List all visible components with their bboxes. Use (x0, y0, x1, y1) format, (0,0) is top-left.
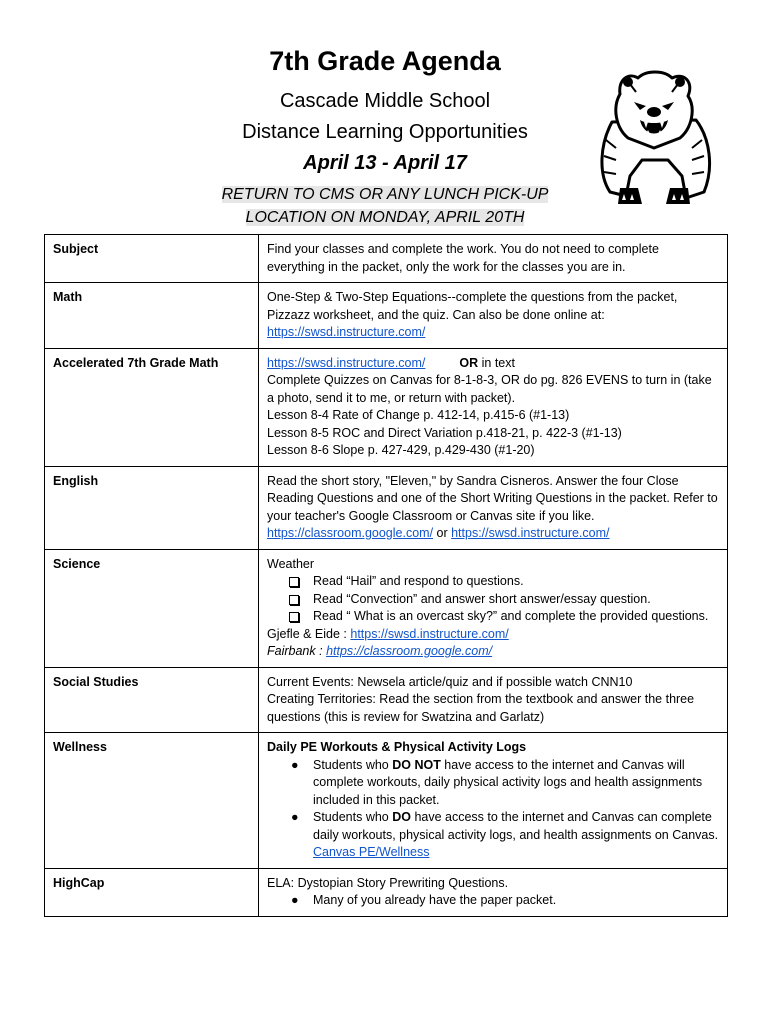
checkbox-icon (289, 595, 299, 605)
subject-cell: Social Studies (45, 667, 259, 733)
bullet-text: have access to the internet and Canvas can complete daily workouts, physical activity logs, and health assignments on Canvas. (313, 810, 719, 842)
subject-cell: Wellness (45, 733, 259, 869)
canvas-link[interactable]: https://swsd.instructure.com/ (451, 526, 610, 540)
bullet-icon: ● (291, 893, 299, 907)
task-text: Read “Hail” and respond to questions. (313, 574, 524, 588)
return-notice-line1: RETURN TO CMS OR ANY LUNCH PICK-UP (221, 186, 549, 203)
science-topic: Weather (267, 556, 315, 571)
subject-instructions: Find your classes and complete the work. You do not need to complete everything in the packet, only the work for the classes you are in. (259, 235, 728, 283)
wellness-list (289, 757, 719, 862)
highcap-assignment (259, 868, 728, 916)
list-item (289, 591, 719, 609)
table-row (45, 549, 728, 667)
table-row (45, 235, 728, 283)
table-row (45, 868, 728, 916)
accelerated-math-assignment (259, 348, 728, 466)
bullet-text: Many of you already have the paper packet. (313, 893, 557, 907)
list-item (289, 892, 719, 910)
or-text: or (433, 526, 452, 540)
list-item (289, 573, 719, 591)
accel-line: Complete Quizzes on Canvas for 8-1-8-3, OR do pg. 826 EVENS to turn in (take a photo, send it to me, or return with packet). (267, 373, 712, 405)
wellness-assignment (259, 733, 728, 869)
in-text-label: in text (478, 355, 515, 370)
teacher-label: Fairbank : (267, 644, 327, 658)
google-classroom-link[interactable]: https://classroom.google.com/ (267, 526, 434, 540)
english-text: Read the short story, "Eleven," by Sandra Cisneros. Answer the four Close Reading Questions and one of the Short Writing Questions in the packet. Refer to your teacher's Google Classroom or Canvas site if you like. (267, 473, 718, 523)
teacher-label: Gjefle & Eide : (267, 626, 351, 641)
subject-cell: English (45, 466, 259, 549)
task-text: Read “ What is an overcast sky?” and complete the provided questions. (313, 609, 709, 623)
google-classroom-link[interactable]: https://classroom.google.com/ (326, 644, 493, 658)
social-studies-assignment (259, 667, 728, 733)
task-text: Read “Convection” and answer short answer/essay question. (313, 591, 651, 606)
accel-lesson-8-5: Lesson 8-5 ROC and Direct Variation p.418-21, p. 422-3 (#1-13) (267, 425, 622, 440)
subject-cell: Accelerated 7th Grade Math (45, 348, 259, 466)
current-events: Current Events: Newsela article/quiz and if possible watch CNN10 (267, 674, 633, 689)
subject-cell: HighCap (45, 868, 259, 916)
page-subtitle: Distance Learning Opportunities (242, 121, 528, 143)
creating-territories: Creating Territories: Read the section from the textbook and answer the three questions (this is review for Swatzina and Garlatz) (267, 692, 695, 724)
bullet-emphasis: DO (392, 810, 411, 824)
highcap-text: ELA: Dystopian Story Prewriting Questions. (267, 875, 509, 890)
highcap-list (289, 892, 719, 910)
accel-lesson-8-4: Lesson 8-4 Rate of Change p. 412-14, p.415-6 (#1-13) (267, 408, 570, 422)
table-row (45, 466, 728, 549)
bullet-emphasis: DO NOT (392, 757, 441, 772)
agenda-table (44, 234, 728, 917)
canvas-link[interactable]: https://swsd.instructure.com/ (267, 355, 426, 370)
subject-cell: Science (45, 549, 259, 667)
table-row (45, 348, 728, 466)
return-notice-line2: LOCATION ON MONDAY, APRIL 20TH (245, 209, 525, 226)
canvas-pe-wellness-link[interactable]: Canvas PE/Wellness (313, 845, 430, 859)
checkbox-icon (289, 612, 299, 622)
bullet-icon: ● (291, 757, 299, 772)
grizzly-bear-mascot-icon (590, 64, 718, 214)
bullet-text: Students who (313, 757, 393, 772)
canvas-link[interactable]: https://swsd.instructure.com/ (350, 626, 509, 641)
or-label: OR (459, 355, 479, 370)
subject-cell: Subject (45, 235, 259, 283)
list-item (289, 608, 719, 626)
math-assignment (259, 283, 728, 349)
checkbox-icon (289, 577, 299, 587)
bullet-text: have access to the internet and Canvas will complete workouts, daily physical activity logs and health assignments included in this packet. (313, 757, 703, 807)
table-row (45, 667, 728, 733)
school-name: Cascade Middle School (279, 90, 491, 112)
english-assignment (259, 466, 728, 549)
list-item (289, 809, 719, 862)
subject-cell: Math (45, 283, 259, 349)
wellness-heading: Daily PE Workouts & Physical Activity Logs (267, 740, 527, 754)
page-title: 7th Grade Agenda (269, 46, 501, 76)
science-assignment (259, 549, 728, 667)
list-item (289, 757, 719, 810)
date-range: April 13 - April 17 (303, 152, 467, 174)
table-row (45, 733, 728, 869)
canvas-link[interactable]: https://swsd.instructure.com/ (267, 325, 426, 339)
math-text: One-Step & Two-Step Equations--complete the questions from the packet, Pizzazz worksheet, and the quiz. Can also be done online at: (267, 290, 678, 322)
bullet-icon: ● (291, 810, 299, 824)
table-row (45, 283, 728, 349)
science-task-list (289, 573, 719, 626)
bullet-text: Students who (313, 810, 393, 824)
accel-lesson-8-6: Lesson 8-6 Slope p. 427-429, p.429-430 (#1-20) (267, 443, 535, 457)
